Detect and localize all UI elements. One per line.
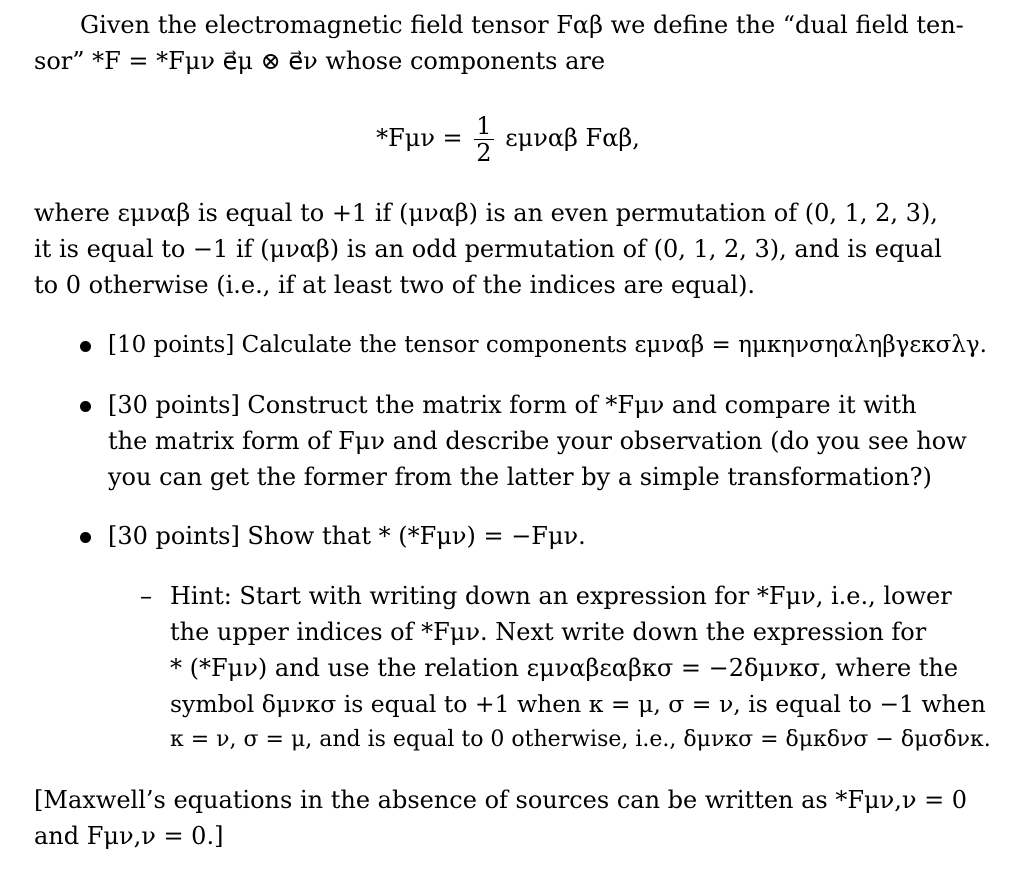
- dash-icon: –: [140, 582, 152, 610]
- closing-note-line-2: and Fμν,ν = 0.]: [34, 822, 224, 850]
- hint-line-2: the upper indices of *Fμν. Next write down the expression for: [170, 618, 927, 646]
- definition-line-1: where εμναβ is equal to +1 if (μναβ) is an even permutation of (0, 1, 2, 3),: [34, 199, 938, 227]
- bullet-icon: [80, 341, 91, 352]
- task-1-line-1: [10 points] Calculate the tensor components εμναβ = ημκηνσηαληβγεκσλγ.: [108, 332, 987, 358]
- hint-line-5: κ = ν, σ = μ, and is equal to 0 otherwise, i.e., δμνκσ = δμκδνσ − δμσδνκ.: [170, 727, 991, 752]
- intro-line-1: Given the electromagnetic field tensor Fαβ we define the “dual field ten-: [80, 11, 964, 39]
- fraction-numerator: 1: [476, 112, 492, 140]
- equation-rhs: εμναβ Fαβ,: [505, 124, 640, 152]
- task-3-line-1: [30 points] Show that * (*Fμν) = −Fμν.: [108, 522, 586, 550]
- definition-line-3: to 0 otherwise (i.e., if at least two of the indices are equal).: [34, 271, 756, 299]
- hint-line-4: symbol δμνκσ is equal to +1 when κ = μ, σ = ν, is equal to −1 when: [170, 690, 986, 718]
- hint-line-3: * (*Fμν) and use the relation εμναβεαβκσ = −2δμνκσ, where the: [170, 654, 959, 682]
- fraction-denominator: 2: [476, 139, 492, 167]
- closing-note-line-1: [Maxwell’s equations in the absence of sources can be written as *Fμν,ν = 0: [34, 786, 968, 814]
- task-2-line-2: the matrix form of Fμν and describe your observation (do you see how: [108, 427, 967, 455]
- equation-lhs: *Fμν =: [376, 124, 463, 152]
- hint-line-1: Hint: Start with writing down an expression for *Fμν, i.e., lower: [170, 582, 952, 610]
- task-2-line-3: you can get the former from the latter by a simple transformation?): [108, 463, 932, 491]
- equation-fraction: [474, 113, 493, 166]
- intro-line-2: sor” *F = *Fμν e⃗μ ⊗ e⃗ν whose components are: [34, 47, 606, 75]
- bullet-icon: [80, 401, 91, 412]
- definition-line-2: it is equal to −1 if (μναβ) is an odd permutation of (0, 1, 2, 3), and is equal: [34, 235, 942, 263]
- dual-tensor-equation: [0, 113, 1016, 166]
- bullet-icon: [80, 532, 91, 543]
- task-2-line-1: [30 points] Construct the matrix form of *Fμν and compare it with: [108, 391, 917, 419]
